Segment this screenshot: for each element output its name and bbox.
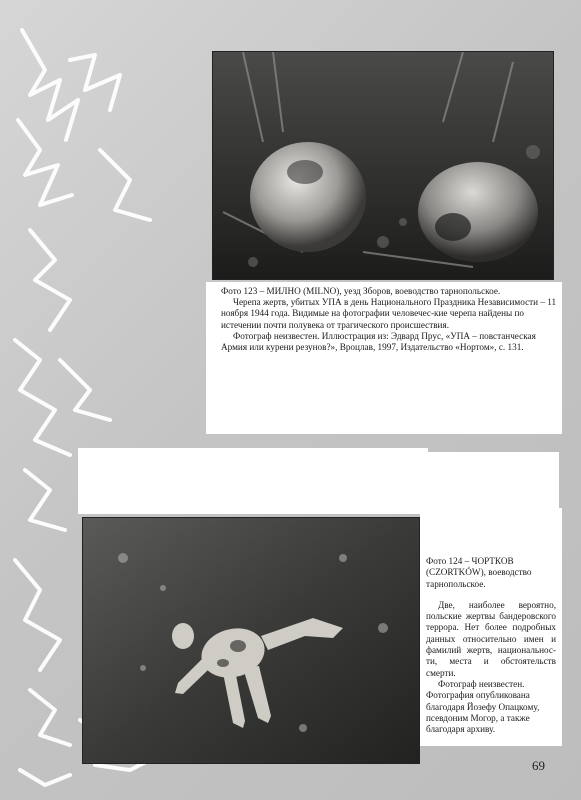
photo-123-description: Черепа жертв, убитых УПА в день Национального Праздника Независимости – 11 ноября 1944 года. Видимые на фотографии человечес-кие черепа найдены по истечении почти полувека от трагического происшествия. bbox=[221, 297, 557, 330]
photo-123-source: Фотограф неизвестен. Иллюстрация из: Эдвард Прус, «УПА – повстанческая Армия или курени резунов?», Вроцлав, 1997, Издательство «Нортом», с. 131. bbox=[221, 330, 536, 353]
photo-124-title: Фото 124 – ЧОРТКОВ (CZORTKÓW), воеводство тарнопольское. bbox=[426, 556, 532, 589]
photo-124-image bbox=[83, 518, 419, 763]
photo-123-image bbox=[213, 52, 553, 279]
photo-124-description: Две, наиболее вероятно, польские жертвы бандеровского террора. Нет более подробных данных относительно имен и фамилий жертв, национальнос-ти, места и обстоятельств смерти. bbox=[426, 599, 556, 678]
page-number: 69 bbox=[532, 758, 545, 773]
photo-123-title: Фото 123 – МИЛНО (MILNO), уезд Зборов, воеводство тарнопольское. bbox=[221, 286, 501, 296]
photo-124-caption bbox=[426, 556, 556, 735]
photo-124-victims bbox=[82, 517, 420, 764]
photo-124-source: Фотограф неизвестен. Фотография опубликована благодаря Йозефу Опацкому, псевдоним Могор, а также благодаря архиву. bbox=[426, 678, 540, 735]
photo-123-skulls bbox=[212, 51, 554, 280]
blank-panel-right bbox=[345, 452, 559, 508]
photo-123-caption bbox=[221, 286, 557, 353]
